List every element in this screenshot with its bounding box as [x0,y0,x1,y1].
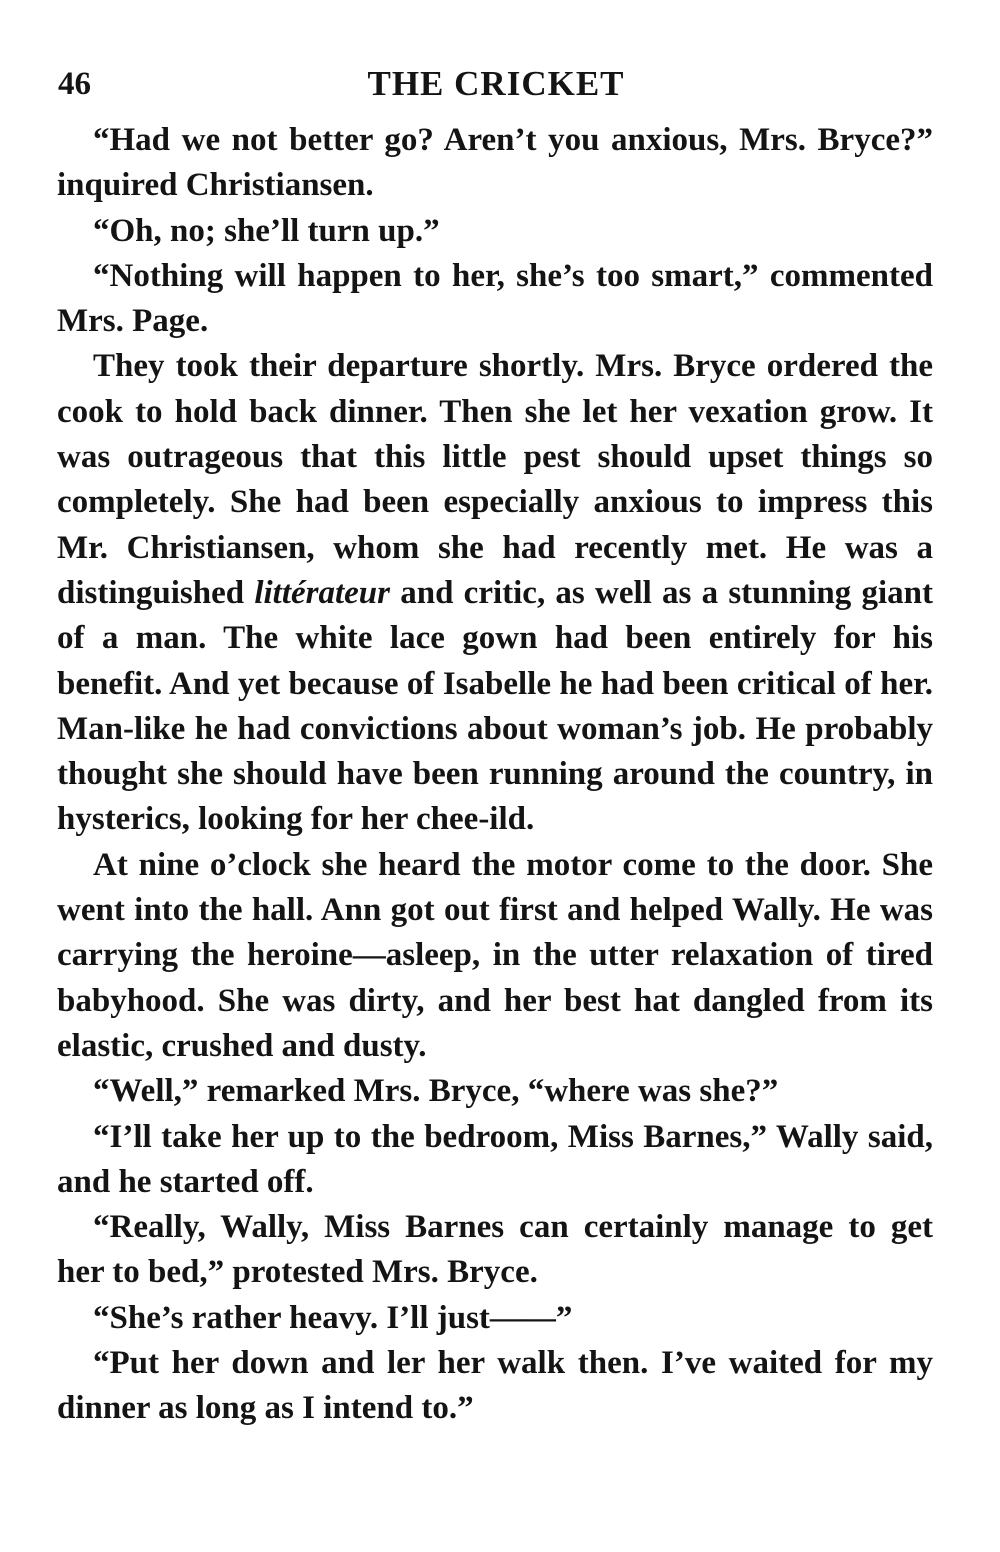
paragraph: “Well,” remarked Mrs. Bryce, “where was she?” [93,1073,779,1110]
paragraph: “Had we not better go? Aren’t you anxious, Mrs. Bryce?” inquired Christiansen. [57,122,933,204]
paragraph: At nine o’clock she heard the motor come to the door. She went into the hall. Ann got out first and helped Wally. He was carrying the heroine—asleep, in the utter relaxation of tired babyhood. She was dirty, and her best hat dangled from its elastic, crushed and dusty. [57,846,933,1064]
paragraph: “Nothing will happen to her, she’s too smart,” commented Mrs. Page. [57,257,933,340]
paragraph-text: They took their departure shortly. Mrs. Bryce ordered the cook to hold back dinner. Then she let her vexation grow. It was outrageous that this little pest should upset things so completely. She had been especially anxious to impress this Mr. Christiansen, whom she had recently met. He was a distinguished [57,348,933,611]
paragraph: “I’ll take her up to the bedroom, Miss Barnes,” Wally said, and he started off. [57,1118,933,1200]
running-head [58,64,934,104]
paragraph: “She’s rather heavy. I’ll just——” [93,1299,573,1336]
paragraph: “Really, Wally, Miss Barnes can certainly manage to get her to bed,” protested Mrs. Bryce. [57,1209,933,1291]
italic-term: littérateur [254,574,391,611]
body-text [57,118,933,1432]
paragraph: “Oh, no; she’ll turn up.” [93,212,440,249]
running-title: THE CRICKET [367,64,625,103]
paragraph: “Put her down and ler her walk then. I’ve waited for my dinner as long as I intend to.” [57,1345,933,1427]
paragraph-text: and critic, as well as a stunning giant of a man. The white lace gown had been entirely for his benefit. And yet because of Isabelle he had been critical of her. Man-like he had convictions about woman’s job. He probably thought she should have been running around the country, in hysterics, looking for her chee-ild. [57,574,933,838]
paragraph [57,344,933,842]
page-number: 46 [58,66,91,102]
